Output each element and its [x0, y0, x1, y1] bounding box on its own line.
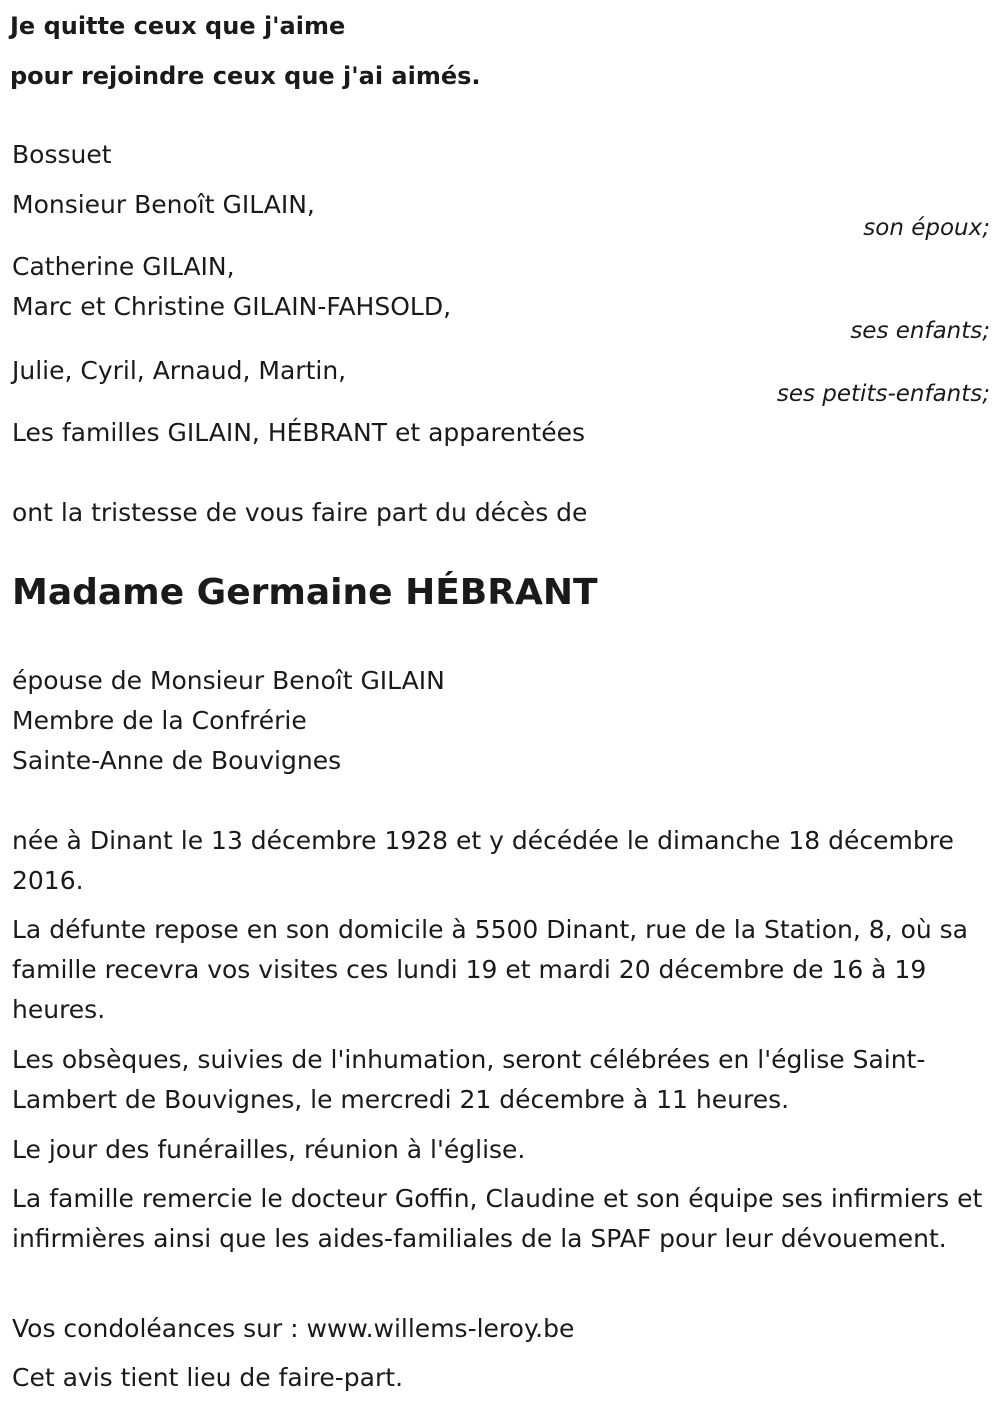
- birth-death-paragraph: née à Dinant le 13 décembre 1928 et y décédée le dimanche 18 décembre 2016.: [12, 826, 954, 895]
- repose-paragraph: La défunte repose en son domicile à 5500 Dinant, rue de la Station, 8, où sa famille recevra vos visites ces lundi 19 et mardi 20 décembre de 16 à 19 heures.: [12, 915, 969, 1024]
- child-name-1: Catherine GILAIN,: [12, 252, 235, 281]
- spouse-name: Monsieur Benoît GILAIN,: [12, 190, 315, 219]
- quote-line-2: pour rejoindre ceux que j'ai aimés.: [10, 62, 481, 90]
- funeral-paragraph: Les obsèques, suivies de l'inhumation, seront célébrées en l'église Saint-Lambert de Bouvignes, le mercredi 21 décembre à 11 heures.: [12, 1045, 926, 1114]
- deceased-name: Madame Germaine HÉBRANT: [12, 572, 598, 613]
- spouse-role: son époux;: [863, 215, 990, 241]
- announcement-text: ont la tristesse de vous faire part du décès de: [12, 498, 588, 527]
- deceased-detail-membership: Membre de la Confrérie: [12, 706, 307, 735]
- grandchildren-role: ses petits-enfants;: [776, 381, 990, 407]
- thanks-paragraph: La famille remercie le docteur Goffin, Claudine et son équipe ses infirmiers et infirmières ainsi que les aides-familiales de la SPAF pour leur dévouement.: [12, 1184, 983, 1253]
- quote-line-1: Je quitte ceux que j'aime: [10, 12, 346, 40]
- grandchildren-names: Julie, Cyril, Arnaud, Martin,: [12, 356, 347, 385]
- deceased-detail-spouse: épouse de Monsieur Benoît GILAIN: [12, 666, 445, 695]
- child-name-2: Marc et Christine GILAIN-FAHSOLD,: [12, 292, 452, 321]
- meeting-paragraph: Le jour des funérailles, réunion à l'église.: [12, 1135, 526, 1164]
- extended-families: Les familles GILAIN, HÉBRANT et apparentées: [12, 418, 585, 447]
- children-role: ses enfants;: [850, 318, 990, 344]
- condolences-paragraph: Vos condoléances sur : www.willems-leroy.be: [12, 1314, 575, 1343]
- quote-attribution: Bossuet: [12, 140, 112, 169]
- deceased-detail-confraternity: Sainte-Anne de Bouvignes: [12, 746, 342, 775]
- notice-paragraph: Cet avis tient lieu de faire-part.: [12, 1363, 404, 1392]
